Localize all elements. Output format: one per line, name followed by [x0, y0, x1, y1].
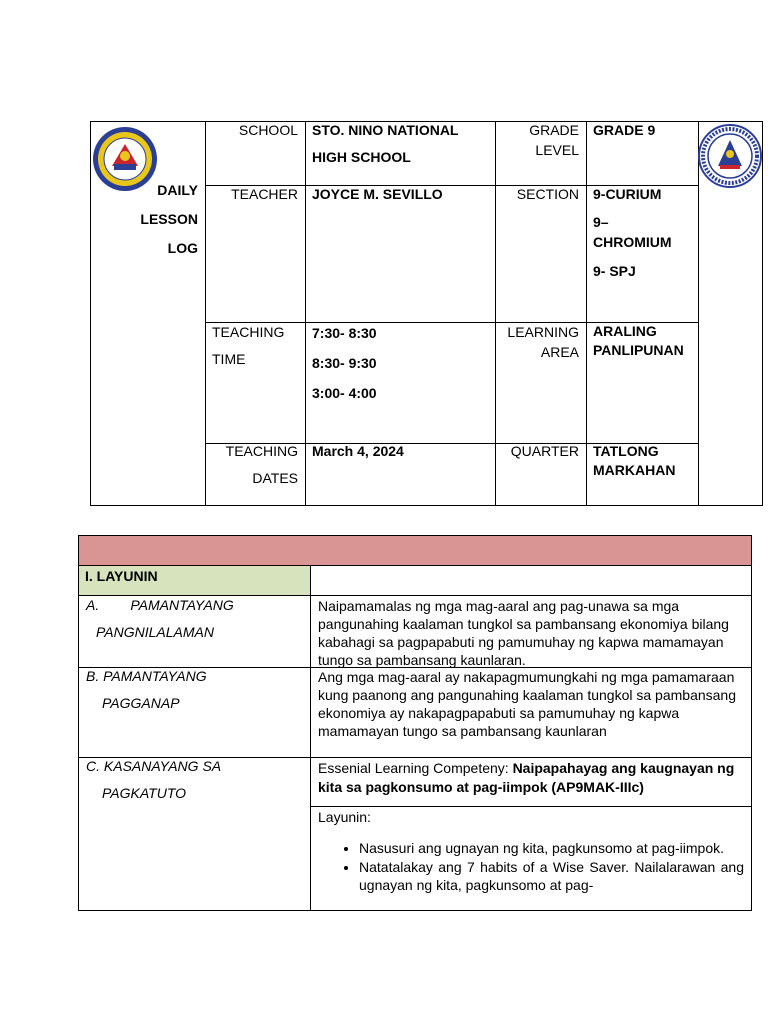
grade-level-value: GRADE 9 [593, 122, 656, 138]
row-b-label-cell [78, 667, 311, 758]
teaching-dates-value: March 4, 2024 [312, 443, 404, 459]
learning-area-value: ARALING PANLIPUNAN [593, 323, 684, 358]
learning-competency-text [311, 758, 751, 797]
quarter-label: QUARTER [510, 443, 579, 459]
kasanayang-pagkatuto-label: C. KASANAYANG SA PAGKATUTO [86, 758, 222, 801]
competency-bold: Naipapahayag ang kaugnayan ng kita sa pagkonsumo at pag-iimpok (AP9MAK-IIIc) [318, 760, 735, 795]
teaching-dates-label: TEACHING DATES [225, 443, 298, 486]
pamantayang-pangnilalaman-label: A. PAMANTAYANG PANGNILALAMAN [86, 597, 234, 640]
list-item: • Natatalakay ang 7 habits of a Wise Saver. Nailalarawan ang ugnayan ng kita, pagkunsomo at pag- [359, 858, 744, 894]
section-label: SECTION [516, 186, 579, 202]
row-c-label-cell [78, 757, 311, 911]
pamantayang-pangnilalaman-text: Naipamamalas ng mga mag-aaral ang pag-unawa sa mga pangunahing kaalaman tungkol sa pambansang ekonomiya bilang kabahagi sa pagpapabuti ng pamumuhay ng kapwa mamamayan tungo sa pambansang kaunlaran. [318, 598, 729, 668]
row-b-text-cell [310, 667, 752, 758]
objectives-list [311, 839, 751, 894]
row-c-competency-cell [310, 757, 752, 807]
table-banner [78, 535, 752, 566]
deped-seal-logo [698, 124, 762, 188]
pamantayang-pagganap-label: B. PAMANTAYANG PAGGANAP [86, 668, 207, 711]
school-value: STO. NINO NATIONAL HIGH SCHOOL [312, 122, 459, 165]
teacher-value: JOYCE M. SEVILLO [312, 186, 443, 202]
competency-prefix: Essenial Learning Competeny: [318, 760, 513, 776]
learning-area-label: LEARNING AREA [507, 324, 579, 360]
grade-level-label: GRADE LEVEL [529, 122, 579, 158]
quarter-value: TATLONG MARKAHAN [593, 443, 676, 478]
layunin-empty-cell [310, 565, 752, 596]
section-value: 9-CURIUM 9– CHROMIUM 9- SPJ [593, 186, 672, 279]
row-c-objectives-cell [310, 806, 752, 911]
row-a-text-cell [310, 595, 752, 668]
row-a-label-cell [78, 595, 311, 668]
pamantayang-pagganap-text: Ang mga mag-aaral ay nakapagmumungkahi ng mga pamamaraan kung paanong ang pangunahing kaalaman tungkol sa pambansang ekonomiya ay nakapagpapabuti sa pamumuhay ng kapwa mamamayan tungo sa pambansang kaunlaran [318, 669, 737, 739]
layunin-title: I. LAYUNIN [85, 568, 158, 584]
teacher-label: TEACHER [231, 186, 298, 202]
list-item: • Nasusuri ang ugnayan ng kita, pagkunsomo at pag-iimpok. [359, 839, 744, 857]
daily-lesson-log-title: DAILY LESSON LOG [140, 182, 198, 256]
teaching-time-value: 7:30- 8:30 8:30- 9:30 3:00- 4:00 [312, 325, 377, 401]
school-label: SCHOOL [238, 122, 298, 138]
objectives-label: Layunin: [318, 809, 371, 825]
teaching-time-label: TEACHING TIME [212, 324, 285, 367]
